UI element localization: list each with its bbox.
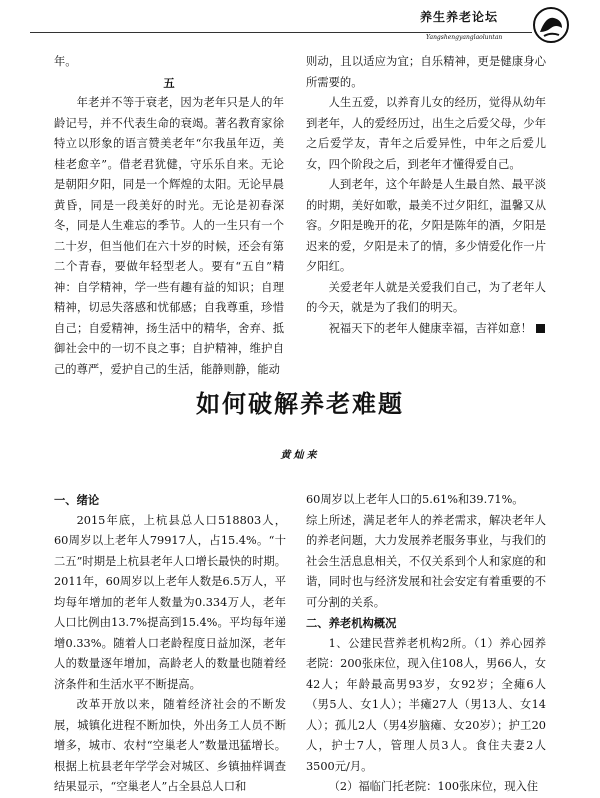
paragraph: 2015年底，上杭县总人口518803人，60周岁以上老年人79917人，占15.4%。“十二五”时期是上杭县老年人口增长最快的时期。2011年，60周岁以上老年人数是6.5万人，平均每年增加的老年人数量为0.334万人，老年人口比例由13.7%提高到15.4%。平均每年递增0.33%。随着人口老龄程度日益加深，老年人的数量逐年增加，高龄老人的数量也随着经济条件和生活水平不断提高。 bbox=[54, 513, 286, 691]
running-header bbox=[0, 0, 600, 48]
article-author: 黄灿来 bbox=[280, 450, 320, 461]
column-logo-icon bbox=[532, 6, 570, 44]
closing-text: 祝福天下的老年人健康幸福，吉祥如意！ bbox=[328, 321, 532, 335]
header-rule bbox=[30, 32, 532, 33]
lower-right-column bbox=[306, 490, 546, 798]
paragraph: 60周岁以上老年人口的5.61%和39.71%。 bbox=[306, 493, 524, 506]
paragraph: 关爱老年人就是关爱我们自己，为了老年人的今天，就是为了我们的明天。 bbox=[306, 280, 546, 314]
end-mark-icon bbox=[536, 324, 545, 333]
section-number: 五 bbox=[163, 75, 175, 90]
paragraph: （2）福临门托老院：100张床位，现入住 bbox=[328, 780, 539, 793]
paragraph: 人生五爱，以养育儿女的经历，觉得从幼年到老年，人的爱经历过，出生之后爱父母，少年之后爱学友，青年之后爱异性，中年之后爱儿女，四个阶段之后，到老年才懂得爱自己。 bbox=[306, 96, 546, 171]
upper-right-column bbox=[306, 52, 546, 339]
article-title: 如何破解养老难题 bbox=[196, 389, 404, 418]
section-heading: 一、绪论 bbox=[54, 493, 100, 507]
header-pinyin: Yangshengyanglaoluntan bbox=[426, 34, 503, 41]
paragraph: 则动，且以适应为宜；自乐精神，更是健康身心所需要的。 bbox=[306, 55, 546, 89]
closing-line bbox=[306, 319, 546, 340]
paragraph: 人到老年，这个年龄是人生最自然、最平淡的时期，美好如歌，最美不过夕阳红，温馨又从容。夕阳是晚开的花，夕阳是陈年的酒，夕阳是迟来的爱，夕阳是未了的情，多少情爱化作一片夕阳红。 bbox=[306, 178, 546, 273]
paragraph: 综上所述，满足老年人的养老需求，解决老年人的养老问题，大力发展养老服务事业，与我们的社会生活息息相关，不仅关系到个人和家庭的和谐，同时也与经济发展和社会安定有着重要的不可分割的关系。 bbox=[306, 513, 546, 609]
paragraph-tail: 年。 bbox=[54, 55, 77, 68]
paragraph: 改革开放以来，随着经济社会的不断发展，城镇化进程不断加快，外出务工人员不断增多，城市、农村“空巢老人”数量迅猛增长。根据上杭县老年学学会对城区、乡镇抽样调查结果显示，“空巢老人”占全县总人口和 bbox=[54, 698, 286, 793]
paragraph: 1、公建民营养老机构2所。（1）养心园养老院：200张床位，现入住108人，男66人，女42人；年龄最高男93岁，女92岁；全瘫6人（男5人、女1人）；半瘫27人（男13人、女14人）；孤儿2人（男4岁脑瘫、女20岁）；护工20人，护士7人，管理人员3人。食住夫妻2人3500元/月。 bbox=[306, 636, 546, 773]
upper-left-column bbox=[54, 52, 284, 380]
header-title: 养生养老论坛 bbox=[420, 10, 499, 24]
lower-left-column bbox=[54, 490, 286, 798]
section-heading: 二、养老机构概况 bbox=[306, 616, 397, 630]
paragraph: 年老并不等于衰老，因为老年只是人的年龄记号，并不代表生命的衰竭。著名教育家徐特立以形象的语言赞美老年“尔我虽年迈，美桂老愈辛”。借老君犹健，守乐乐自来。无论是朝阳夕阳，同是一个辉煌的太阳。无论早晨黄昏，同是一段美好的时光。无论是初春深冬，同是人生难忘的季节。人的一生只有一个二十岁，但当他们在六十岁的时候，还会有第二个青春，要做年轻型老人。要有“五自”精神：自学精神，学一些有趣有益的知识；自理精神，切忌失落感和忧郁感；自我尊重，珍惜自己；自爱精神，扬生活中的精华，舍弃、抵御社会中的一切不良之事；自护精神，维护自己的尊严，爱护自己的生活，能静则静，能动 bbox=[54, 96, 284, 376]
